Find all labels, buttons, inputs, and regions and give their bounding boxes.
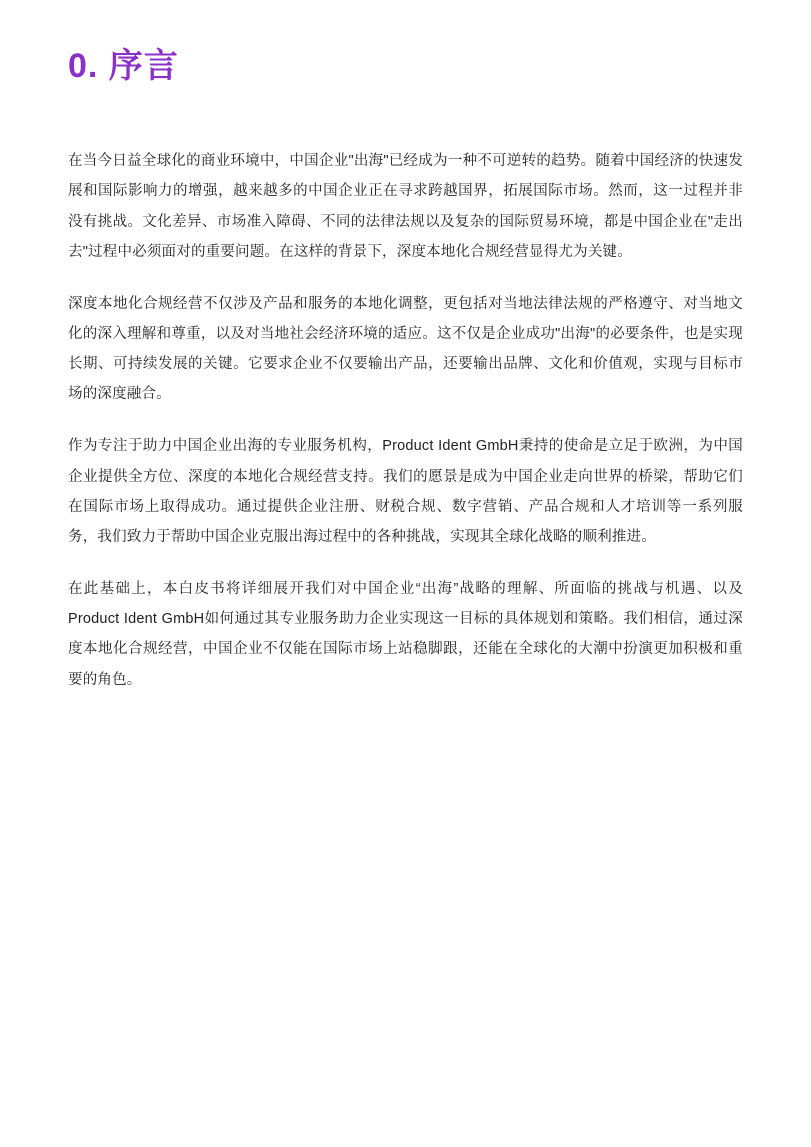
body-text [68,146,743,695]
paragraph: 在此基础上，本白皮书将详细展开我们对中国企业“出海”战略的理解、所面临的挑战与机遇、以及Product Ident GmbH如何通过其专业服务助力企业实现这一目标的具体规划和策略。我们相信，通过深度本地化合规经营，中国企业不仅能在国际市场上站稳脚跟，还能在全球化的大潮中扮演更加积极和重要的角色。 [68,581,743,688]
paragraph: 在当今日益全球化的商业环境中，中国企业"出海"已经成为一种不可逆转的趋势。随着中国经济的快速发展和国际影响力的增强，越来越多的中国企业正在寻求跨越国界，拓展国际市场。然而，这一过程并非没有挑战。文化差异、市场准入障碍、不同的法律法规以及复杂的国际贸易环境，都是中国企业在"走出去"过程中必须面对的重要问题。在这样的背景下，深度本地化合规经营显得尤为关键。 [68,153,743,260]
page-title: 0. 序言 [68,47,179,85]
paragraph: 作为专注于助力中国企业出海的专业服务机构，Product Ident GmbH秉持的使命是立足于欧洲，为中国企业提供全方位、深度的本地化合规经营支持。我们的愿景是成为中国企业走向世界的桥梁，帮助它们在国际市场上取得成功。通过提供企业注册、财税合规、数字营销、产品合规和人才培训等一系列服务，我们致力于帮助中国企业克服出海过程中的各种挑战，实现其全球化战略的顺利推进。 [68,438,743,545]
document-content [68,44,743,695]
paragraph: 深度本地化合规经营不仅涉及产品和服务的本地化调整，更包括对当地法律法规的严格遵守、对当地文化的深入理解和尊重，以及对当地社会经济环境的适应。这不仅是企业成功"出海"的必要条件，也是实现长期、可持续发展的关键。它要求企业不仅要输出产品，还要输出品牌、文化和价值观，实现与目标市场的深度融合。 [68,295,743,403]
